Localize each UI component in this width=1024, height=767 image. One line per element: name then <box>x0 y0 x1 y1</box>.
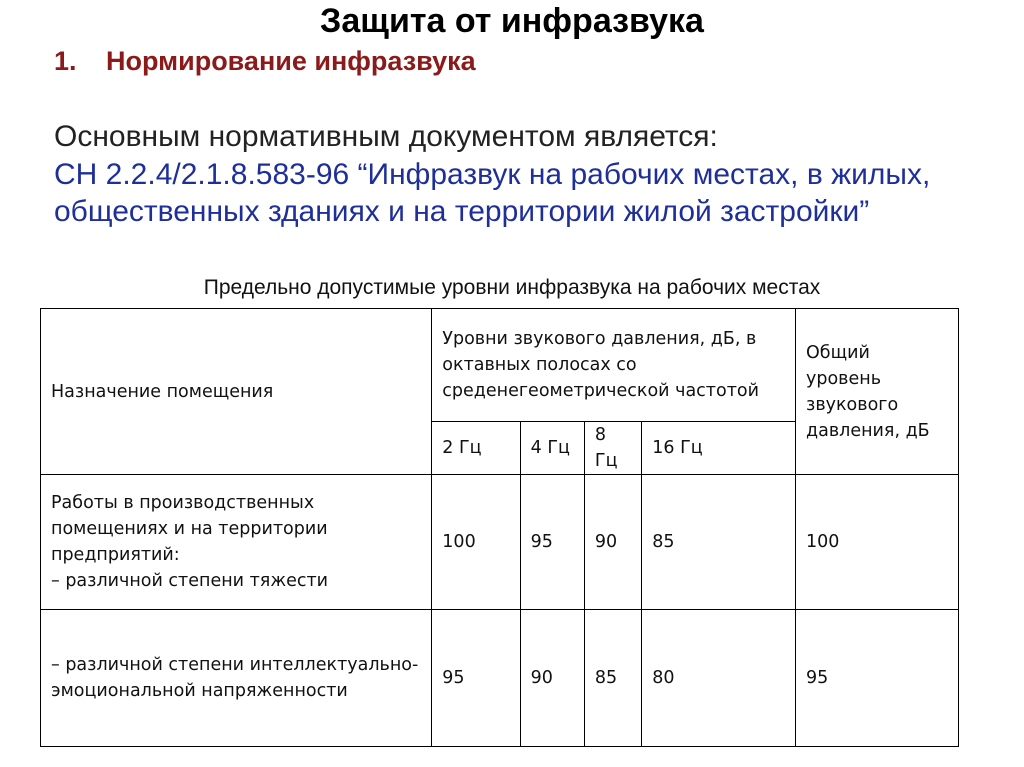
cell-4hz: 95 <box>520 475 584 610</box>
header-frequency-2hz: 2 Гц <box>432 422 520 475</box>
row-purpose-line: Работы в производственных помещениях и на территории предприятий: <box>51 493 328 565</box>
slide-title: Защита от инфразвука <box>320 2 704 40</box>
document-reference: СН 2.2.4/2.1.8.583-96 “Инфразвук на рабочих местах, в жилых, общественных зданиях и на территории жилой застройки” <box>54 158 931 228</box>
row-purpose <box>41 475 432 610</box>
row-purpose <box>41 610 432 747</box>
cell-2hz: 95 <box>432 610 520 747</box>
cell-total: 95 <box>796 610 959 747</box>
header-frequency-16hz: 16 Гц <box>642 422 796 475</box>
cell-total: 100 <box>796 475 959 610</box>
table-row <box>41 475 959 610</box>
table-caption: Предельно допустимые уровни инфразвука на рабочих местах <box>203 276 821 299</box>
cell-8hz: 85 <box>584 610 641 747</box>
cell-8hz: 90 <box>584 475 641 610</box>
cell-16hz: 85 <box>642 475 796 610</box>
section-heading <box>54 46 476 77</box>
cell-2hz: 100 <box>432 475 520 610</box>
row-purpose-line: – различной степени тяжести <box>51 571 329 591</box>
table-row <box>41 610 959 747</box>
header-purpose: Назначение помещения <box>41 309 432 475</box>
infrasound-limits-table <box>40 308 959 747</box>
table-header-row <box>41 309 959 422</box>
cell-16hz: 80 <box>642 610 796 747</box>
header-octave-levels: Уровни звукового давления, дБ, в октавных полосах со среденегеометрической частотой <box>432 309 796 422</box>
intro-text: Основным нормативным документом является: <box>54 120 718 153</box>
row-purpose-line: – различной степени интеллектуально-эмоциональной напряженности <box>51 655 419 701</box>
cell-4hz: 90 <box>520 610 584 747</box>
section-number: 1. <box>54 46 77 76</box>
header-frequency-8hz: 8 Гц <box>584 422 641 475</box>
section-heading-text: Нормирование инфразвука <box>106 46 476 76</box>
header-total-level: Общий уровень звукового давления, дБ <box>796 309 959 475</box>
header-frequency-4hz: 4 Гц <box>520 422 584 475</box>
